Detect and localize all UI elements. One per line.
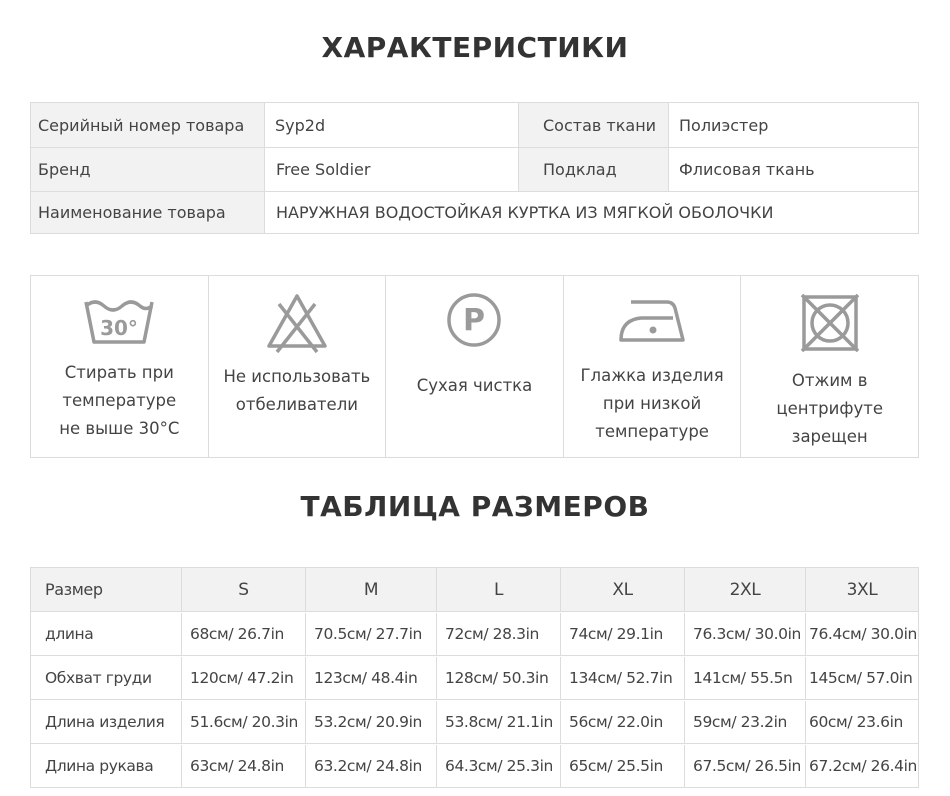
name-value: НАРУЖНАЯ ВОДОСТОЙКАЯ КУРТКА ИЗ МЯГКОЙ ОБОЛОЧКИ bbox=[264, 192, 918, 233]
no-tumble-dry-icon bbox=[799, 292, 861, 354]
table-row bbox=[31, 613, 918, 656]
table-cell: 51.6см/ 20.3in bbox=[182, 701, 306, 743]
no-bleach-icon bbox=[265, 290, 329, 354]
care-item-bleach bbox=[209, 276, 387, 457]
table-cell: 59см/ 23.2in bbox=[685, 701, 806, 743]
serial-label: Серийный номер товара bbox=[31, 103, 264, 147]
header-cell: M bbox=[306, 568, 437, 611]
size-table-header bbox=[31, 568, 918, 612]
care-text-iron: Глажка изделия при низкой температуре bbox=[580, 366, 724, 441]
serial-value: Syp2d bbox=[264, 103, 518, 147]
specs-title: ХАРАКТЕРИСТИКИ bbox=[321, 31, 629, 64]
table-cell: 141см/ 55.5n bbox=[685, 657, 806, 699]
brand-label: Бренд bbox=[31, 148, 264, 191]
header-cell: 3XL bbox=[806, 568, 918, 611]
table-cell: 67.2см/ 26.4in bbox=[809, 757, 917, 775]
size-table bbox=[30, 567, 919, 788]
table-cell: 68см/ 26.7in bbox=[182, 613, 306, 655]
dry-clean-icon bbox=[445, 291, 503, 349]
table-cell: 64.3см/ 25.3in bbox=[437, 745, 561, 787]
fabric-value: Полиэстер bbox=[668, 103, 918, 147]
table-cell: 63.2см/ 24.8in bbox=[306, 745, 437, 787]
table-cell: 76.3см/ 30.0in bbox=[685, 613, 806, 655]
iron-low-icon bbox=[617, 294, 687, 346]
table-cell: 67.5см/ 26.5in bbox=[685, 745, 806, 787]
table-cell: 63см/ 24.8in bbox=[182, 745, 306, 787]
care-text-dryclean: Сухая чистка bbox=[416, 376, 533, 395]
table-cell: 53.8см/ 21.1in bbox=[437, 701, 561, 743]
header-cell: 2XL bbox=[685, 568, 806, 611]
table-cell: 53.2см/ 20.9in bbox=[306, 701, 437, 743]
row-label: Длина рукава bbox=[31, 745, 182, 787]
table-row bbox=[31, 701, 918, 744]
table-row bbox=[31, 745, 918, 787]
lining-label: Подклад bbox=[518, 148, 668, 191]
lining-value: Флисовая ткань bbox=[668, 148, 918, 191]
care-text-spin: Отжим в центрифуте зарещен bbox=[776, 371, 883, 446]
table-cell: 56см/ 22.0in bbox=[561, 701, 685, 743]
specs-table bbox=[30, 102, 919, 234]
table-cell: 76.4см/ 30.0in bbox=[809, 625, 917, 643]
table-cell: 65см/ 25.5in bbox=[561, 745, 685, 787]
name-label: Наименование товара bbox=[31, 192, 264, 233]
header-cell: Размер bbox=[31, 568, 182, 611]
header-cell: XL bbox=[561, 568, 685, 611]
table-cell: 72см/ 28.3in bbox=[437, 613, 561, 655]
care-item-iron bbox=[564, 276, 742, 457]
table-cell: 70.5см/ 27.7in bbox=[306, 613, 437, 655]
header-cell: L bbox=[437, 568, 561, 611]
wash-30-icon bbox=[82, 294, 156, 346]
size-table-title: ТАБЛИЦА РАЗМЕРОВ bbox=[300, 490, 650, 523]
table-row bbox=[31, 657, 918, 700]
care-item-wash bbox=[31, 276, 209, 457]
care-instructions bbox=[30, 275, 919, 458]
row-label: Длина изделия bbox=[31, 701, 182, 743]
care-item-spin bbox=[741, 276, 918, 457]
row-label: Обхват груди bbox=[31, 657, 182, 699]
table-cell: 74см/ 29.1in bbox=[561, 613, 685, 655]
table-cell: 120см/ 47.2in bbox=[182, 657, 306, 699]
table-cell: 128см/ 50.3in bbox=[437, 657, 561, 699]
care-item-dryclean bbox=[386, 276, 564, 457]
fabric-label: Состав ткани bbox=[518, 103, 668, 147]
table-cell: 60см/ 23.6in bbox=[809, 713, 903, 731]
table-cell: 123см/ 48.4in bbox=[306, 657, 437, 699]
care-text-bleach: Не использовать отбеливатели bbox=[223, 367, 371, 414]
header-cell: S bbox=[182, 568, 306, 611]
svg-text:30°: 30° bbox=[100, 316, 139, 340]
table-cell: 134см/ 52.7in bbox=[561, 657, 685, 699]
row-label: длина bbox=[31, 613, 182, 655]
care-text-wash: Стирать при температуре не выше 30°C bbox=[59, 363, 180, 438]
brand-value: Free Soldier bbox=[264, 148, 518, 191]
svg-text:P: P bbox=[463, 303, 486, 338]
table-cell: 145см/ 57.0in bbox=[809, 669, 913, 687]
